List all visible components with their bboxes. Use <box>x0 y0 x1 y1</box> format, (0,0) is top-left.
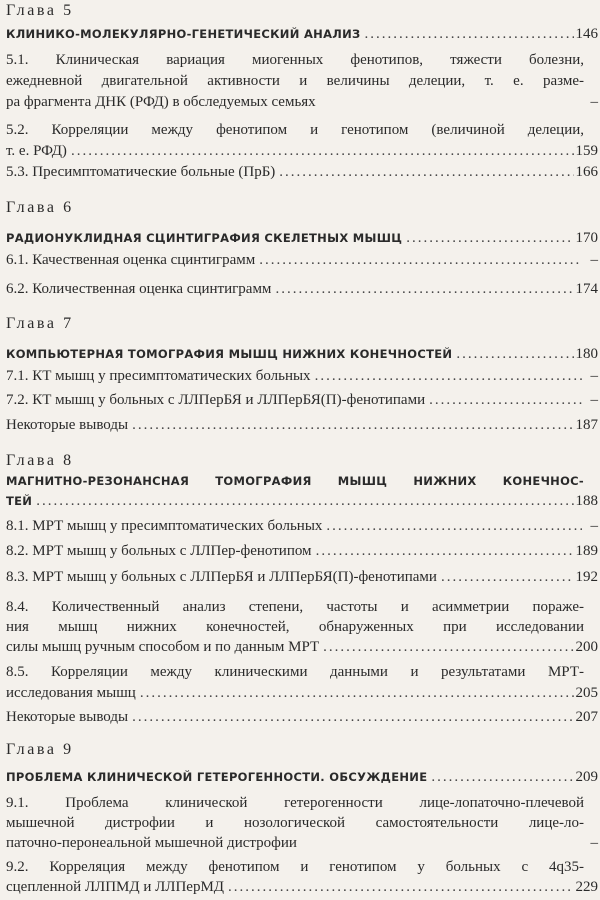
chapter-9-label: Глава 9 <box>6 741 74 758</box>
page-number: 170 <box>575 230 598 246</box>
entry-text: силы мышц ручным способом и по данным МРТ <box>6 639 320 655</box>
entry-text: 7.2. КТ мышц у больных с ЛЛПерБЯ и ЛЛПерБЯ(П)-фенотипами <box>6 392 426 408</box>
toc-entry-5-3[interactable] <box>6 162 598 182</box>
chapter-8-heading-line1[interactable]: МАГНИТНО-РЕЗОНАНСНАЯ ТОМОГРАФИЯ МЫШЦ НИЖНИХ КОНЕЧНОС- <box>6 474 584 488</box>
toc-entry-7-3[interactable] <box>6 415 598 435</box>
toc-entry-8-5[interactable] <box>6 683 598 703</box>
page-number: – <box>590 392 598 408</box>
toc-entry-8-5-line1[interactable]: 8.5. Корреляции между клиническими данными и результатами МРТ- <box>6 664 584 680</box>
chapter-6-label: Глава 6 <box>6 199 74 216</box>
entry-text: Некоторые выводы <box>6 417 129 433</box>
page-number: – <box>590 518 598 534</box>
chapter-5-heading[interactable] <box>6 24 598 44</box>
toc-entry-8-4[interactable] <box>6 637 598 657</box>
page-number: 174 <box>575 281 598 297</box>
toc-entry-9-1-line1[interactable]: 9.1. Проблема клинической гетерогенности лице-лопаточно-плечевой <box>6 795 584 811</box>
toc-entry-5-1-line1[interactable]: 5.1. Клиническая вариация миогенных фенотипов, тяжести болезни, <box>6 52 584 68</box>
toc-entry-8-3[interactable] <box>6 567 598 587</box>
chapter-title: РАДИОНУКЛИДНАЯ СЦИНТИГРАФИЯ СКЕЛЕТНЫХ МЫШЦ <box>6 231 403 245</box>
entry-text: паточно-перонеальной мышечной дистрофии <box>6 835 297 851</box>
dot-leader <box>406 228 573 248</box>
chapter-title: КОМПЬЮТЕРНАЯ ТОМОГРАФИЯ МЫШЦ НИЖНИХ КОНЕЧНОСТЕЙ <box>6 347 453 361</box>
entry-text: исследования мышц <box>6 685 136 701</box>
page-number: – <box>590 252 598 268</box>
chapter-title: КЛИНИКО-МОЛЕКУЛЯРНО-ГЕНЕТИЧЕСКИЙ АНАЛИЗ <box>6 27 361 41</box>
page-number: – <box>590 94 598 110</box>
page-number: 207 <box>575 709 598 725</box>
chapter-8-label: Глава 8 <box>6 452 74 469</box>
page-number: 189 <box>575 543 598 559</box>
dot-leader <box>315 366 582 386</box>
dot-leader <box>228 877 573 897</box>
dot-leader <box>365 24 574 44</box>
page-number: 180 <box>575 346 598 362</box>
entry-text: 8.1. МРТ мышц у пресимптоматических больных <box>6 518 323 534</box>
page-number: – <box>590 368 598 384</box>
page-number: 205 <box>575 685 598 701</box>
dot-leader <box>326 516 582 536</box>
toc-entry-9-2[interactable] <box>6 877 598 897</box>
entry-text: Некоторые выводы <box>6 709 129 725</box>
page-number: 188 <box>575 493 598 509</box>
dot-leader <box>132 415 573 435</box>
dot-leader <box>259 250 582 270</box>
chapter-6-heading[interactable] <box>6 228 598 248</box>
toc-entry-5-2[interactable] <box>6 141 598 161</box>
toc-entry-5-2-line1[interactable]: 5.2. Корреляции между фенотипом и генотипом (величиной делеции, <box>6 122 584 138</box>
chapter-7-label: Глава 7 <box>6 315 74 332</box>
dot-leader <box>71 141 574 161</box>
toc-entry-8-4-line1[interactable]: 8.4. Количественный анализ степени, частоты и асимметрии пораже- <box>6 599 584 615</box>
dot-leader <box>316 541 574 561</box>
page-number: 192 <box>575 569 598 585</box>
toc-entry-5-1-line2[interactable]: ежедневной двигательной активности и величины делеции, т. е. разме- <box>6 73 584 89</box>
entry-text: ра фрагмента ДНК (РФД) в обследуемых семьях <box>6 94 316 110</box>
dot-leader <box>36 491 573 511</box>
toc-entry-9-1-line2[interactable]: мышечной дистрофии и нозологической самостоятельности лице-ло- <box>6 815 584 831</box>
dot-leader <box>456 344 573 364</box>
dot-leader <box>279 162 573 182</box>
page-number: – <box>590 835 598 851</box>
page-number: 159 <box>575 143 598 159</box>
toc-entry-8-4-line2[interactable]: ния мышц нижних конечностей, обнаруженных при исследовании <box>6 619 584 635</box>
dot-leader <box>431 767 573 787</box>
toc-entry-7-1[interactable] <box>6 366 598 386</box>
toc-entry-8-6[interactable] <box>6 707 598 727</box>
dot-leader <box>441 567 574 587</box>
entry-text: 6.2. Количественная оценка сцинтиграмм <box>6 281 272 297</box>
entry-text: 5.3. Пресимптоматические больные (ПрБ) <box>6 164 276 180</box>
page-number: 166 <box>575 164 598 180</box>
dot-leader <box>275 279 573 299</box>
dot-leader <box>323 637 573 657</box>
chapter-8-heading[interactable] <box>6 491 598 511</box>
page-number: 200 <box>575 639 598 655</box>
dot-leader <box>429 390 582 410</box>
page-number: 209 <box>575 769 598 785</box>
toc-entry-9-1[interactable] <box>6 833 598 853</box>
toc-entry-7-2[interactable] <box>6 390 598 410</box>
entry-text: сцепленной ЛЛПМД и ЛЛПерМД <box>6 879 225 895</box>
entry-text: 6.1. Качественная оценка сцинтиграмм <box>6 252 256 268</box>
toc-entry-6-2[interactable] <box>6 279 598 299</box>
entry-text: 8.3. МРТ мышц у больных с ЛЛПерБЯ и ЛЛПерБЯ(П)-фенотипами <box>6 569 437 585</box>
dot-leader <box>132 707 573 727</box>
chapter-5-label: Глава 5 <box>6 2 74 19</box>
toc-entry-8-1[interactable] <box>6 516 598 536</box>
entry-text: 8.2. МРТ мышц у больных с ЛЛПер-фенотипом <box>6 543 312 559</box>
toc-entry-8-2[interactable] <box>6 541 598 561</box>
chapter-title: ТЕЙ <box>6 494 33 508</box>
toc-entry-5-1[interactable] <box>6 92 598 112</box>
toc-entry-9-2-line1[interactable]: 9.2. Корреляция между фенотипом и генотипом у больных с 4q35- <box>6 859 584 875</box>
chapter-7-heading[interactable] <box>6 344 598 364</box>
chapter-9-heading[interactable] <box>6 767 598 787</box>
toc-entry-6-1[interactable] <box>6 250 598 270</box>
entry-text: 7.1. КТ мышц у пресимптоматических больных <box>6 368 311 384</box>
page-number: 146 <box>575 26 598 42</box>
dot-leader <box>140 683 574 703</box>
page-number: 229 <box>575 879 598 895</box>
page-number: 187 <box>575 417 598 433</box>
entry-text: т. е. РФД) <box>6 143 67 159</box>
chapter-title: ПРОБЛЕМА КЛИНИЧЕСКОЙ ГЕТЕРОГЕННОСТИ. ОБСУЖДЕНИЕ <box>6 770 428 784</box>
